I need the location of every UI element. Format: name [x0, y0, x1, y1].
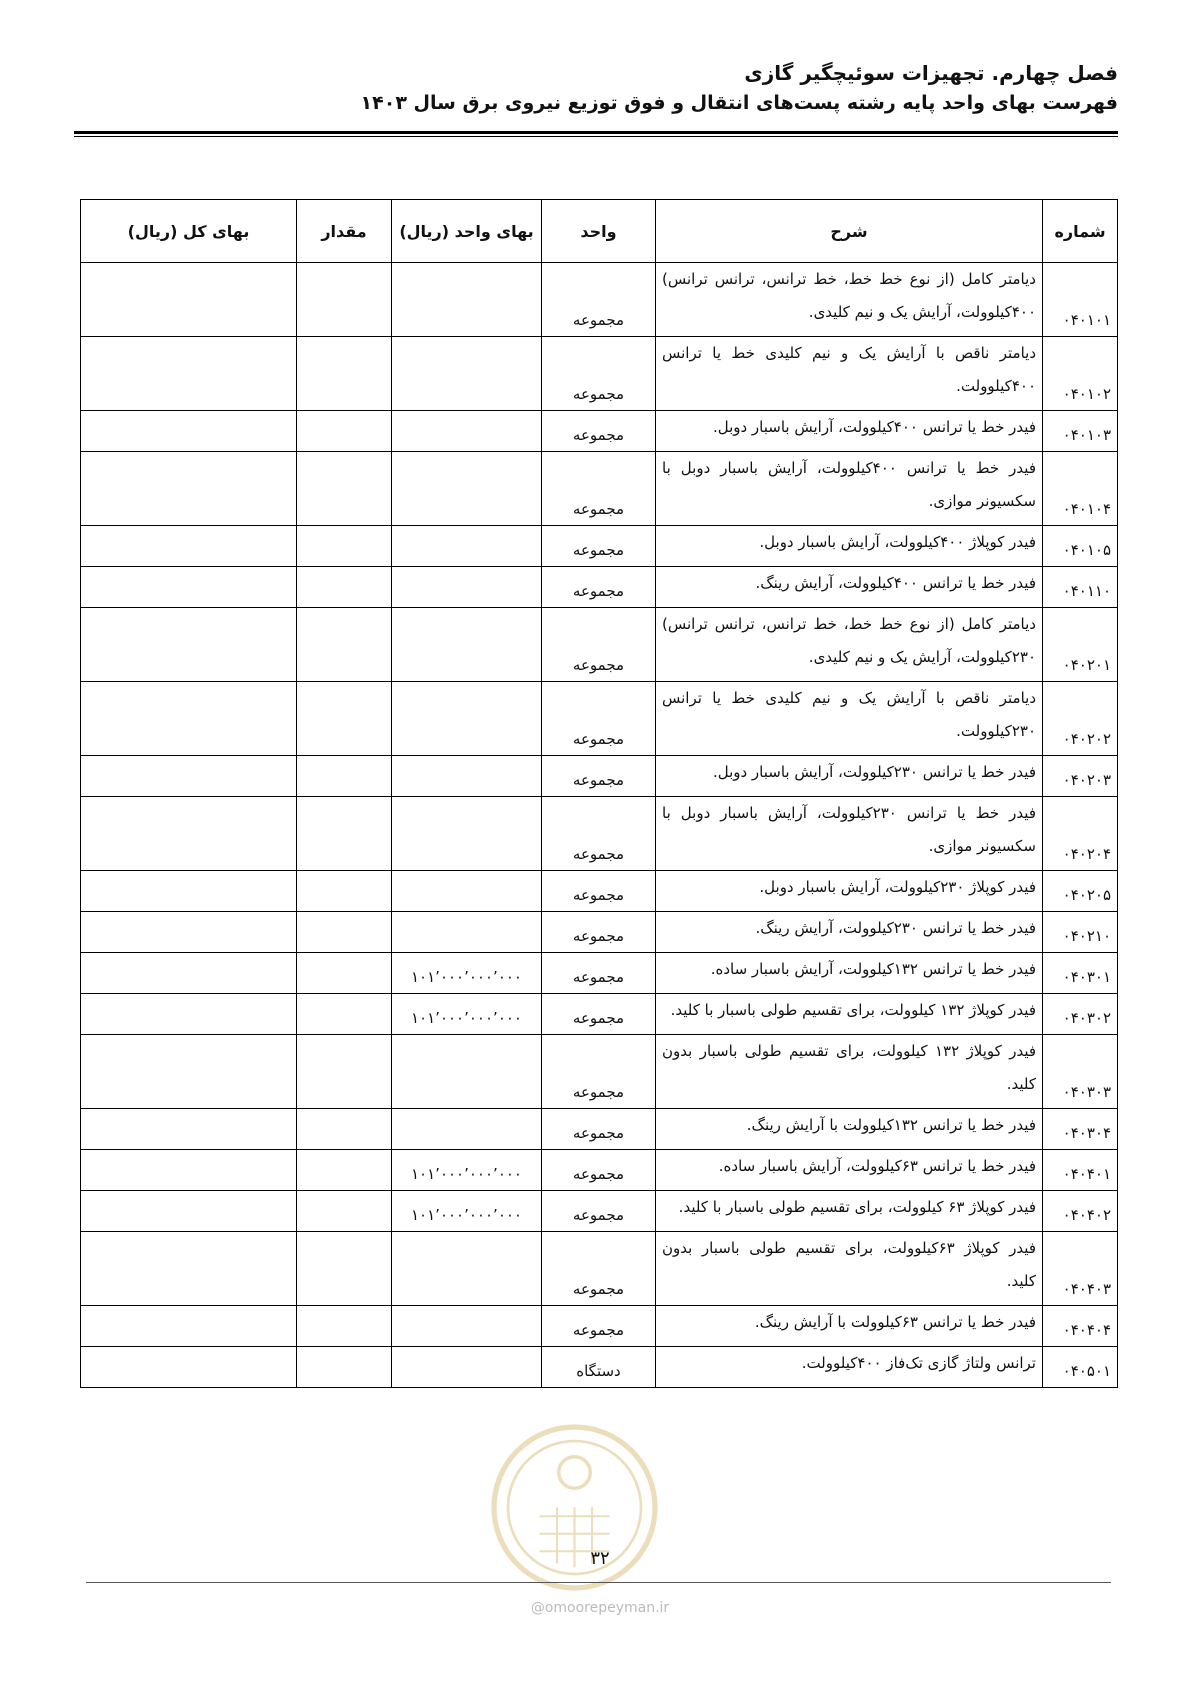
row-unit: مجموعه — [542, 682, 656, 756]
table-row — [81, 953, 1118, 994]
row-number: ۰۴۰۵۰۱ — [1043, 1347, 1118, 1388]
row-description: فیدر کوپلاژ ۱۳۲ کیلوولت، برای تقسیم طولی باسبار بدون کلید. — [656, 1035, 1043, 1109]
row-quantity — [297, 797, 392, 871]
row-quantity — [297, 994, 392, 1035]
row-unit: مجموعه — [542, 526, 656, 567]
footer-rule — [86, 1582, 1111, 1583]
row-total — [81, 567, 297, 608]
row-unit-price: ۱۰۱٬۰۰۰٬۰۰۰٬۰۰۰ — [392, 1191, 542, 1232]
row-quantity — [297, 1109, 392, 1150]
row-number: ۰۴۰۱۰۲ — [1043, 337, 1118, 411]
page-header — [74, 58, 1118, 118]
row-number: ۰۴۰۲۱۰ — [1043, 912, 1118, 953]
row-description: ترانس ولتاژ گازی تک‌فاز ۴۰۰کیلوولت. — [656, 1347, 1043, 1388]
row-unit: مجموعه — [542, 1150, 656, 1191]
row-quantity — [297, 1150, 392, 1191]
row-number: ۰۴۰۴۰۳ — [1043, 1232, 1118, 1306]
row-description: دیامتر کامل (از نوع خط خط، خط ترانس، ترانس ترانس) ۲۳۰کیلوولت، آرایش یک و نیم کلیدی. — [656, 608, 1043, 682]
row-quantity — [297, 1232, 392, 1306]
row-number: ۰۴۰۳۰۲ — [1043, 994, 1118, 1035]
row-unit-price — [392, 1109, 542, 1150]
table-row — [81, 1191, 1118, 1232]
row-unit-price — [392, 912, 542, 953]
row-unit-price — [392, 1347, 542, 1388]
row-unit-price — [392, 682, 542, 756]
document-subtitle: فهرست بهای واحد پایه رشته پست‌های انتقال و فوق توزیع نیروی برق سال ۱۴۰۳ — [360, 92, 1118, 114]
row-total — [81, 1191, 297, 1232]
row-unit-price: ۱۰۱٬۰۰۰٬۰۰۰٬۰۰۰ — [392, 994, 542, 1035]
row-description: فیدر خط یا ترانس ۶۳کیلوولت با آرایش رینگ. — [656, 1306, 1043, 1347]
row-quantity — [297, 411, 392, 452]
row-description: فیدر کوپلاژ ۱۳۲ کیلوولت، برای تقسیم طولی باسبار با کلید. — [656, 994, 1043, 1035]
row-description: فیدر خط یا ترانس ۴۰۰کیلوولت، آرایش رینگ. — [656, 567, 1043, 608]
row-unit-price — [392, 263, 542, 337]
table-row — [81, 1347, 1118, 1388]
row-unit: مجموعه — [542, 994, 656, 1035]
row-unit-price — [392, 756, 542, 797]
row-description: فیدر خط یا ترانس ۲۳۰کیلوولت، آرایش باسبار دوبل با سکسیونر موازی. — [656, 797, 1043, 871]
row-unit: مجموعه — [542, 1191, 656, 1232]
row-description: فیدر خط یا ترانس ۴۰۰کیلوولت، آرایش باسبار دوبل. — [656, 411, 1043, 452]
row-number: ۰۴۰۲۰۲ — [1043, 682, 1118, 756]
row-unit-price — [392, 526, 542, 567]
row-quantity — [297, 912, 392, 953]
row-number: ۰۴۰۱۱۰ — [1043, 567, 1118, 608]
table-row — [81, 411, 1118, 452]
row-quantity — [297, 608, 392, 682]
table-row — [81, 452, 1118, 526]
row-description: فیدر کوپلاژ ۲۳۰کیلوولت، آرایش باسبار دوبل. — [656, 871, 1043, 912]
row-total — [81, 912, 297, 953]
row-number: ۰۴۰۱۰۳ — [1043, 411, 1118, 452]
row-unit: مجموعه — [542, 797, 656, 871]
row-description: دیامتر ناقص با آرایش یک و نیم کلیدی خط یا ترانس ۴۰۰کیلوولت. — [656, 337, 1043, 411]
row-unit: مجموعه — [542, 756, 656, 797]
row-quantity — [297, 263, 392, 337]
table-row — [81, 1109, 1118, 1150]
row-total — [81, 337, 297, 411]
row-total — [81, 1150, 297, 1191]
row-number: ۰۴۰۴۰۲ — [1043, 1191, 1118, 1232]
table-row — [81, 682, 1118, 756]
row-total — [81, 994, 297, 1035]
row-unit-price — [392, 1232, 542, 1306]
row-total — [81, 1109, 297, 1150]
row-number: ۰۴۰۱۰۱ — [1043, 263, 1118, 337]
row-total — [81, 1035, 297, 1109]
row-number: ۰۴۰۴۰۱ — [1043, 1150, 1118, 1191]
row-unit: مجموعه — [542, 1035, 656, 1109]
row-total — [81, 608, 297, 682]
row-quantity — [297, 452, 392, 526]
row-total — [81, 871, 297, 912]
table-row — [81, 871, 1118, 912]
row-quantity — [297, 1035, 392, 1109]
table-row — [81, 994, 1118, 1035]
row-quantity — [297, 567, 392, 608]
row-quantity — [297, 1306, 392, 1347]
row-total — [81, 1232, 297, 1306]
row-unit-price — [392, 411, 542, 452]
chapter-title: فصل چهارم. تجهیزات سوئیچگیر گازی — [744, 61, 1118, 85]
row-number: ۰۴۰۱۰۵ — [1043, 526, 1118, 567]
row-total — [81, 263, 297, 337]
row-number: ۰۴۰۲۰۴ — [1043, 797, 1118, 871]
row-unit: مجموعه — [542, 953, 656, 994]
table-row — [81, 608, 1118, 682]
row-unit-price: ۱۰۱٬۰۰۰٬۰۰۰٬۰۰۰ — [392, 1150, 542, 1191]
row-unit: مجموعه — [542, 263, 656, 337]
row-number: ۰۴۰۴۰۴ — [1043, 1306, 1118, 1347]
table-row — [81, 797, 1118, 871]
row-unit: مجموعه — [542, 567, 656, 608]
table-row — [81, 1035, 1118, 1109]
row-quantity — [297, 682, 392, 756]
row-total — [81, 452, 297, 526]
row-description: فیدر کوپلاژ ۶۳کیلوولت، برای تقسیم طولی باسبار بدون کلید. — [656, 1232, 1043, 1306]
table-row — [81, 567, 1118, 608]
row-quantity — [297, 526, 392, 567]
row-total — [81, 797, 297, 871]
website-watermark: @omoorepeyman.ir — [530, 1600, 670, 1616]
row-unit: مجموعه — [542, 337, 656, 411]
row-unit-price — [392, 1306, 542, 1347]
header-rule-thin — [74, 136, 1118, 137]
row-number: ۰۴۰۲۰۱ — [1043, 608, 1118, 682]
row-quantity — [297, 953, 392, 994]
column-header-description: شرح — [656, 200, 1043, 263]
column-header-number: شماره — [1043, 200, 1118, 263]
row-number: ۰۴۰۳۰۱ — [1043, 953, 1118, 994]
table-header-row — [81, 200, 1118, 263]
row-unit-price — [392, 608, 542, 682]
header-rule-thick — [74, 131, 1118, 134]
row-description: فیدر خط یا ترانس ۶۳کیلوولت، آرایش باسبار ساده. — [656, 1150, 1043, 1191]
row-number: ۰۴۰۲۰۵ — [1043, 871, 1118, 912]
row-unit: مجموعه — [542, 452, 656, 526]
row-description: فیدر خط یا ترانس ۱۳۲کیلوولت با آرایش رینگ. — [656, 1109, 1043, 1150]
row-quantity — [297, 1347, 392, 1388]
table-row — [81, 1306, 1118, 1347]
row-quantity — [297, 1191, 392, 1232]
table-row — [81, 1150, 1118, 1191]
row-unit: مجموعه — [542, 411, 656, 452]
row-total — [81, 756, 297, 797]
row-description: دیامتر ناقص با آرایش یک و نیم کلیدی خط یا ترانس ۲۳۰کیلوولت. — [656, 682, 1043, 756]
row-unit-price — [392, 871, 542, 912]
table-row — [81, 526, 1118, 567]
row-total — [81, 526, 297, 567]
column-header-unit: واحد — [542, 200, 656, 263]
row-number: ۰۴۰۳۰۳ — [1043, 1035, 1118, 1109]
row-unit-price — [392, 1035, 542, 1109]
row-quantity — [297, 756, 392, 797]
row-unit: مجموعه — [542, 912, 656, 953]
table-row — [81, 1232, 1118, 1306]
row-number: ۰۴۰۱۰۴ — [1043, 452, 1118, 526]
row-total — [81, 411, 297, 452]
row-quantity — [297, 871, 392, 912]
row-total — [81, 682, 297, 756]
column-header-unit-price: بهای واحد (ریال) — [392, 200, 542, 263]
table-row — [81, 263, 1118, 337]
row-unit: مجموعه — [542, 1232, 656, 1306]
price-list-table — [80, 199, 1118, 1388]
row-unit-price: ۱۰۱٬۰۰۰٬۰۰۰٬۰۰۰ — [392, 953, 542, 994]
page-number: ۳۲ — [590, 1548, 610, 1569]
row-unit: مجموعه — [542, 608, 656, 682]
row-unit-price — [392, 567, 542, 608]
row-description: دیامتر کامل (از نوع خط خط، خط ترانس، ترانس ترانس) ۴۰۰کیلوولت، آرایش یک و نیم کلیدی. — [656, 263, 1043, 337]
table-row — [81, 337, 1118, 411]
row-description: فیدر خط یا ترانس ۲۳۰کیلوولت، آرایش رینگ. — [656, 912, 1043, 953]
row-number: ۰۴۰۳۰۴ — [1043, 1109, 1118, 1150]
row-total — [81, 1306, 297, 1347]
row-description: فیدر کوپلاژ ۴۰۰کیلوولت، آرایش باسبار دوبل. — [656, 526, 1043, 567]
table-row — [81, 756, 1118, 797]
row-unit-price — [392, 797, 542, 871]
table-body — [81, 263, 1118, 1388]
row-unit-price — [392, 337, 542, 411]
row-description: فیدر کوپلاژ ۶۳ کیلوولت، برای تقسیم طولی باسبار با کلید. — [656, 1191, 1043, 1232]
row-description: فیدر خط یا ترانس ۲۳۰کیلوولت، آرایش باسبار دوبل. — [656, 756, 1043, 797]
row-quantity — [297, 337, 392, 411]
row-unit: مجموعه — [542, 1306, 656, 1347]
row-number: ۰۴۰۲۰۳ — [1043, 756, 1118, 797]
row-total — [81, 953, 297, 994]
row-description: فیدر خط یا ترانس ۴۰۰کیلوولت، آرایش باسبار دوبل با سکسیونر موازی. — [656, 452, 1043, 526]
table-row — [81, 912, 1118, 953]
row-unit: مجموعه — [542, 1109, 656, 1150]
column-header-quantity: مقدار — [297, 200, 392, 263]
row-description: فیدر خط یا ترانس ۱۳۲کیلوولت، آرایش باسبار ساده. — [656, 953, 1043, 994]
column-header-total: بهای کل (ریال) — [81, 200, 297, 263]
row-unit: مجموعه — [542, 871, 656, 912]
row-unit: دستگاه — [542, 1347, 656, 1388]
row-unit-price — [392, 452, 542, 526]
row-total — [81, 1347, 297, 1388]
